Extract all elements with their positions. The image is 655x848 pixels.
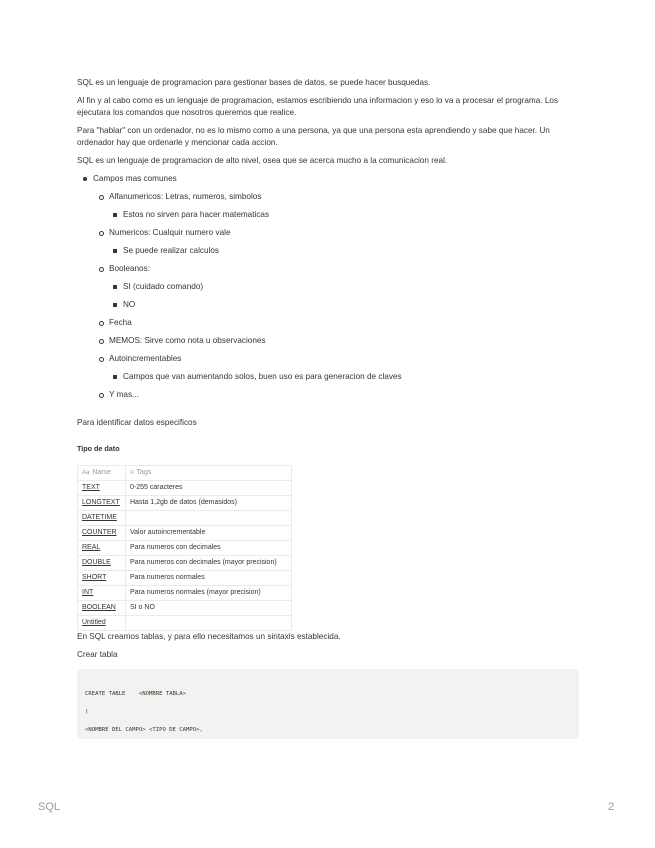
code-block[interactable]: [77, 669, 579, 739]
row-name-link[interactable]: BOOLEAN: [78, 601, 126, 616]
list-item-booleanos-no: [77, 299, 579, 311]
row-tags-cell: Hasta 1,2gb de datos (demasidos): [126, 496, 292, 511]
list-property-icon: ≡: [130, 470, 134, 476]
bullet-disc-icon: [83, 177, 87, 181]
column-header-label: Tags: [136, 469, 152, 476]
bullet-circle-icon: [99, 231, 104, 236]
list-item-campos: [77, 173, 579, 185]
list-item-label: Se puede realizar calculos: [123, 246, 220, 255]
paragraph-intro: SQL es un lenguaje de programacion para gestionar bases de datos, se puede hacer busquedas.: [77, 78, 431, 87]
list-item-label: MEMOS: Sirve como nota u observaciones: [109, 336, 266, 345]
list-item-label: Estos no sirven para hacer matematicas: [123, 210, 270, 219]
row-name-link[interactable]: DOUBLE: [78, 556, 126, 571]
row-name-link[interactable]: SHORT: [78, 571, 126, 586]
bullet-square-icon: [113, 249, 117, 253]
row-name-link[interactable]: TEXT: [78, 481, 126, 496]
list-item-booleanos: [77, 263, 579, 275]
row-tags-cell: Para numeros normales (mayor precision): [126, 586, 292, 601]
list-item-label: Campos mas comunes: [93, 174, 177, 183]
list-item-alfanumericos: [77, 191, 579, 203]
list-item-label: Numericos: Cualquir numero vale: [109, 228, 231, 237]
list-item-fecha: [77, 317, 579, 329]
database-title[interactable]: Tipo de dato: [77, 444, 120, 453]
row-tags-cell: Para numeros con decimales: [126, 541, 292, 556]
campos-list: [77, 173, 579, 401]
list-item-label: Alfanumericos: Letras, numeros, simbolos: [109, 192, 262, 201]
table-row[interactable]: [78, 586, 292, 601]
table-row[interactable]: [78, 601, 292, 616]
list-item-autoincrementables: [77, 353, 579, 365]
list-item-label: Fecha: [109, 318, 132, 327]
list-item-numericos: [77, 227, 579, 239]
list-item-y-mas: [77, 389, 579, 401]
bullet-circle-icon: [99, 195, 104, 200]
row-name-link[interactable]: DATETIME: [78, 511, 126, 526]
row-tags-cell: Para numeros normales: [126, 571, 292, 586]
bullet-circle-icon: [99, 393, 104, 398]
row-name-link[interactable]: REAL: [78, 541, 126, 556]
code-line: <NOMBRE DEL CAMPO> <TIPO DE CAMPO>,: [85, 727, 203, 733]
section-title: Para identificar datos especificos: [77, 418, 197, 427]
column-header-name[interactable]: [78, 466, 126, 481]
table-row[interactable]: [78, 526, 292, 541]
row-name-link[interactable]: INT: [78, 586, 126, 601]
bullet-square-icon: [113, 375, 117, 379]
row-tags-cell: Valor autoincrementable: [126, 526, 292, 541]
text-property-icon: Aa: [82, 470, 90, 476]
row-tags-cell: Para numeros con decimales (mayor precision): [126, 556, 292, 571]
list-item-alfanumericos-sub: [77, 209, 579, 221]
footer-document-title: SQL: [38, 801, 61, 813]
column-header-tags[interactable]: [126, 466, 292, 481]
table-row[interactable]: [78, 511, 292, 526]
list-item-label: Campos que van aumentando solos, buen uso es para generacion de claves: [123, 372, 402, 381]
row-tags-cell: [126, 616, 292, 631]
row-name-link[interactable]: Untitled: [78, 616, 126, 631]
table-row[interactable]: [78, 541, 292, 556]
bullet-square-icon: [113, 213, 117, 217]
list-item-autoincrementables-sub: [77, 371, 579, 383]
list-item-numericos-sub: [77, 245, 579, 257]
code-line: CREATE TABLE <NOMBRE TABLA>: [85, 691, 187, 697]
table-row[interactable]: [78, 496, 292, 511]
row-name-link[interactable]: COUNTER: [78, 526, 126, 541]
list-item-booleanos-si: [77, 281, 579, 293]
list-item-label: Autoincrementables: [109, 354, 182, 363]
bullet-square-icon: [113, 285, 117, 289]
row-tags-cell: [126, 511, 292, 526]
crear-tabla-label: Crear tabla: [77, 650, 118, 659]
row-tags-cell: 0-255 caracteres: [126, 481, 292, 496]
column-header-label: Name: [92, 469, 112, 476]
row-tags-cell: SI o NO: [126, 601, 292, 616]
bullet-circle-icon: [99, 357, 104, 362]
footer-page-number: 2: [608, 801, 615, 813]
paragraph-crear-tablas: En SQL creamos tablas, y para ello necesitamos un sintaxis establecida.: [77, 632, 341, 641]
paragraph-alto-nivel: SQL es un lenguaje de programacion de alto nivel, osea que se acerca mucho a la comunicacion real.: [77, 156, 448, 165]
bullet-circle-icon: [99, 321, 104, 326]
list-item-memos: [77, 335, 579, 347]
table-body: [78, 481, 292, 631]
table-row[interactable]: [78, 616, 292, 631]
list-item-label: NO: [123, 300, 136, 309]
tipo-de-dato-table: [77, 465, 292, 631]
bullet-circle-icon: [99, 339, 104, 344]
table-header-row: [78, 466, 292, 481]
paragraph-hablar: Para "hablar" con un ordenador, no es lo mismo como a una persona, ya que una persona esta aprendiendo y sabe que hacer. Un ordenador hay que ordenarle y mencionar cada accion.: [77, 126, 550, 147]
paragraph-language: Al fin y al cabo como es un lenguaje de programacion, estamos escribiendo una informacion y eso lo va a procesar el programa. Los ejecutara los comandos que nosotros queremos que realice.: [77, 96, 559, 117]
code-line: (: [85, 709, 89, 715]
bullet-square-icon: [113, 303, 117, 307]
page-content: [77, 77, 579, 739]
table-row[interactable]: [78, 556, 292, 571]
list-item-label: SI (cuidado comando): [123, 282, 204, 291]
table-row[interactable]: [78, 571, 292, 586]
list-item-label: Y mas...: [109, 390, 139, 399]
bullet-circle-icon: [99, 267, 104, 272]
table-row[interactable]: [78, 481, 292, 496]
row-name-link[interactable]: LONGTEXT: [78, 496, 126, 511]
list-item-label: Booleanos:: [109, 264, 150, 273]
